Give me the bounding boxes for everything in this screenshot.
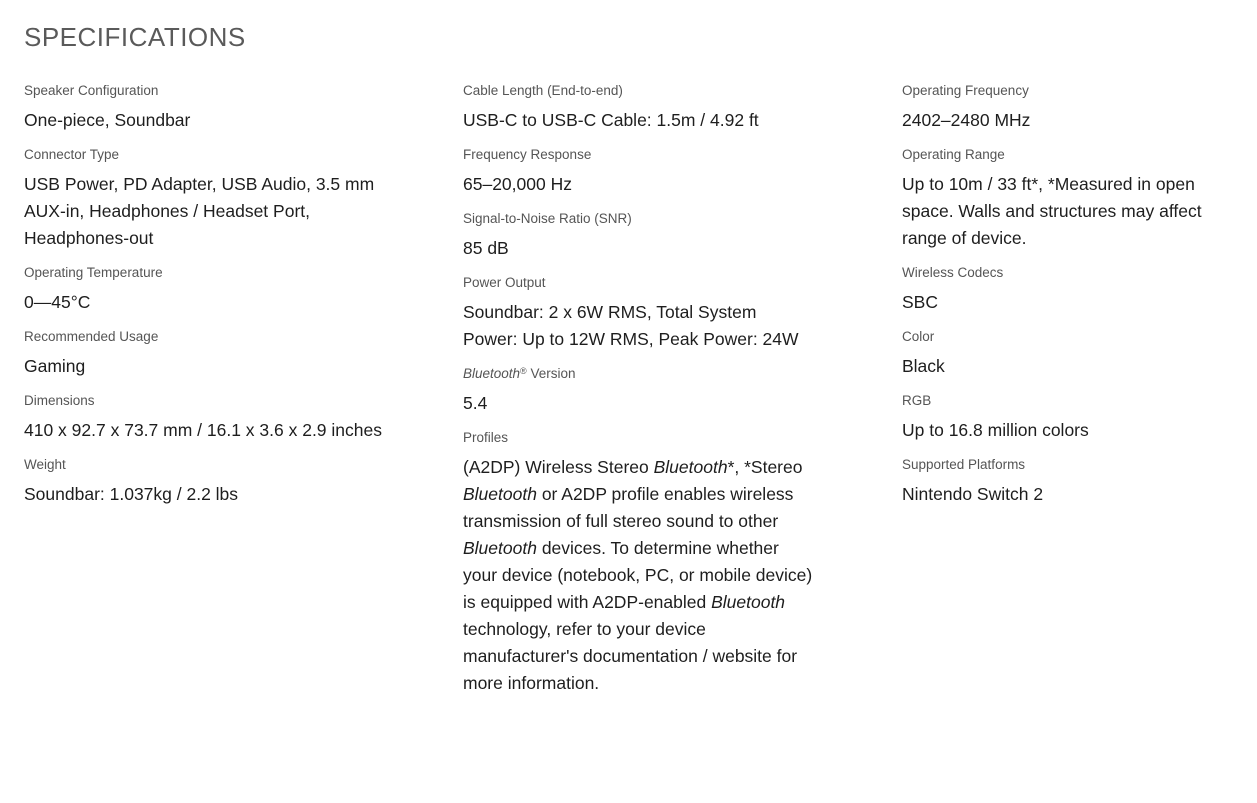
spec-connector-type <box>24 146 396 252</box>
spec-frequency-response <box>463 146 815 198</box>
spec-label: Dimensions <box>24 393 95 408</box>
spec-label: Wireless Codecs <box>902 265 1004 280</box>
spec-wireless-codecs <box>902 264 1242 316</box>
spec-value: 410 x 92.7 x 73.7 mm / 16.1 x 3.6 x 2.9 inches <box>24 420 382 440</box>
spec-value: Soundbar: 2 x 6W RMS, Total System Power: Up to 12W RMS, Peak Power: 24W <box>463 302 799 349</box>
spec-label: Supported Platforms <box>902 457 1026 472</box>
spec-label: Color <box>902 329 935 344</box>
spec-value: One-piece, Soundbar <box>24 110 191 130</box>
spec-snr <box>463 210 815 262</box>
spec-column-3 <box>902 82 1242 520</box>
spec-label: Power Output <box>463 275 546 290</box>
spec-weight <box>24 456 396 508</box>
spec-value: Up to 16.8 million colors <box>902 420 1089 440</box>
spec-column-1 <box>24 82 396 520</box>
spec-value: 2402–2480 MHz <box>902 110 1031 130</box>
spec-label: Frequency Response <box>463 147 592 162</box>
spec-operating-frequency <box>902 82 1242 134</box>
spec-value: Nintendo Switch 2 <box>902 484 1044 504</box>
spec-value: Soundbar: 1.037kg / 2.2 lbs <box>24 484 239 504</box>
spec-label: Speaker Configuration <box>24 83 159 98</box>
page-title: SPECIFICATIONS <box>24 22 246 52</box>
spec-supported-platforms <box>902 456 1242 508</box>
spec-column-2 <box>463 82 815 709</box>
spec-speaker-configuration <box>24 82 396 134</box>
spec-value: 85 dB <box>463 238 509 258</box>
spec-label: Operating Temperature <box>24 265 163 280</box>
spec-bluetooth-version <box>463 365 815 417</box>
spec-label: Signal-to-Noise Ratio (SNR) <box>463 211 632 226</box>
spec-value: USB-C to USB-C Cable: 1.5m / 4.92 ft <box>463 110 759 130</box>
spec-value: Gaming <box>24 356 86 376</box>
spec-rgb <box>902 392 1242 444</box>
bluetooth-text: Bluetooth <box>463 366 521 381</box>
spec-label: Weight <box>24 457 66 472</box>
spec-label <box>463 365 815 383</box>
spec-label: Operating Frequency <box>902 83 1029 98</box>
spec-operating-temperature <box>24 264 396 316</box>
spec-operating-range <box>902 146 1242 252</box>
spec-recommended-usage <box>24 328 396 380</box>
registered-mark: ® <box>520 366 527 376</box>
version-text: Version <box>526 366 576 381</box>
spec-power-output <box>463 274 815 353</box>
spec-value: Up to 10m / 33 ft*, *Measured in open space. Walls and structures may affect range of device. <box>902 174 1202 248</box>
spec-label: Operating Range <box>902 147 1005 162</box>
spec-dimensions <box>24 392 396 444</box>
spec-value: 5.4 <box>463 393 488 413</box>
spec-label: RGB <box>902 393 932 408</box>
spec-value: Black <box>902 356 945 376</box>
spec-value: 0—45°C <box>24 292 91 312</box>
spec-label: Profiles <box>463 430 509 445</box>
spec-cable-length <box>463 82 815 134</box>
spec-profiles <box>463 429 815 697</box>
spec-value: USB Power, PD Adapter, USB Audio, 3.5 mm AUX-in, Headphones / Headset Port, Headphones-out <box>24 174 375 248</box>
spec-label: Cable Length (End-to-end) <box>463 83 623 98</box>
spec-label: Connector Type <box>24 147 120 162</box>
spec-value: (A2DP) Wireless Stereo Bluetooth*, *Stereo Bluetooth or A2DP profile enables wireless transmission of full stereo sound to other Bluetooth devices. To determine whether your device (notebook, PC, or mobile device) is equipped with A2DP-enabled Bluetooth technology, refer to your device manufacturer's documentation / website for more information. <box>463 457 813 693</box>
spec-color <box>902 328 1242 380</box>
spec-value: SBC <box>902 292 938 312</box>
spec-label: Recommended Usage <box>24 329 159 344</box>
spec-value: 65–20,000 Hz <box>463 174 572 194</box>
